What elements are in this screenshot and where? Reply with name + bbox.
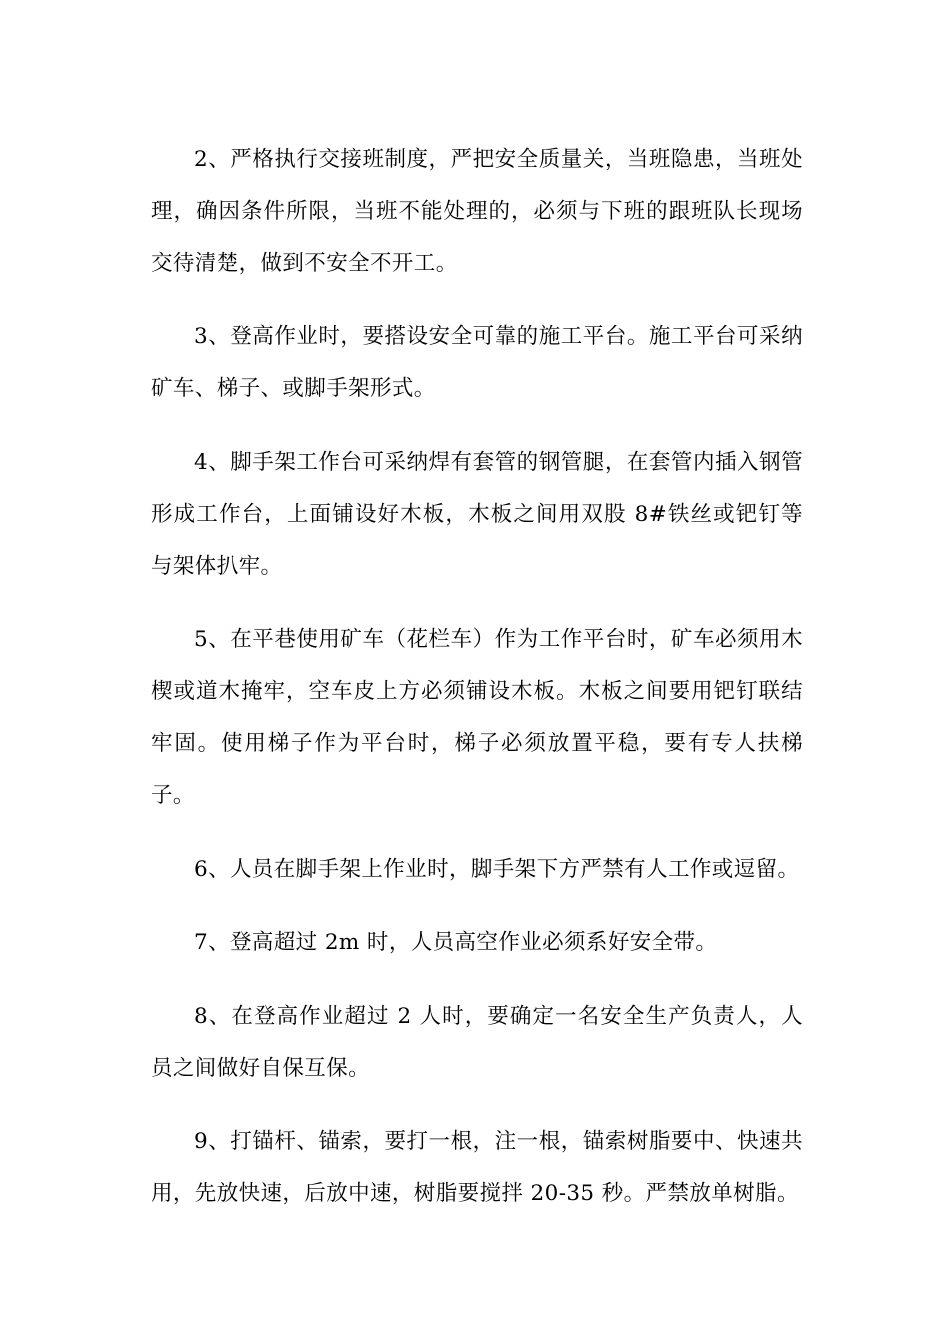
paragraph-2: 2、严格执行交接班制度，严把安全质量关，当班隐患，当班处理，确因条件所限，当班不能处理的，必须与下班的跟班队长现场交待清楚，做到不安全不开工。 [151,146,803,276]
paragraph-7: 7、登高超过 2m 时，人员高空作业必须系好安全带。 [194,930,718,955]
paragraph-6: 6、人员在脚手架上作业时，脚手架下方严禁有人工作或逗留。 [194,856,800,882]
paragraph-4: 4、脚手架工作台可采纳焊有套管的钢管腿，在套管内插入钢管形成工作台，上面铺设好木板，木板之间用双股 8#铁丝或钯钉等与架体扒牢。 [151,449,803,579]
document-page [151,112,803,1242]
paragraph-9: 9、打锚杆、锚索，要打一根，注一根，锚索树脂要中、快速共用，先放快速，后放中速，树脂要搅拌 20-35 秒。严禁放单树脂。 [151,1129,803,1206]
paragraph-8: 8、在登高作业超过 2 人时，要确定一名安全生产负责人，人员之间做好自保互保。 [151,1003,803,1081]
paragraph-3: 3、登高作业时，要搭设安全可靠的施工平台。施工平台可采纳矿车、梯子、或脚手架形式。 [151,324,803,401]
paragraph-5: 5、在平巷使用矿车（花栏车）作为工作平台时，矿车必须用木楔或道木掩牢，空车皮上方必须铺设木板。木板之间要用钯钉联结牢固。使用梯子作为平台时，梯子必须放置平稳，要有专人扶梯子。 [151,627,803,808]
